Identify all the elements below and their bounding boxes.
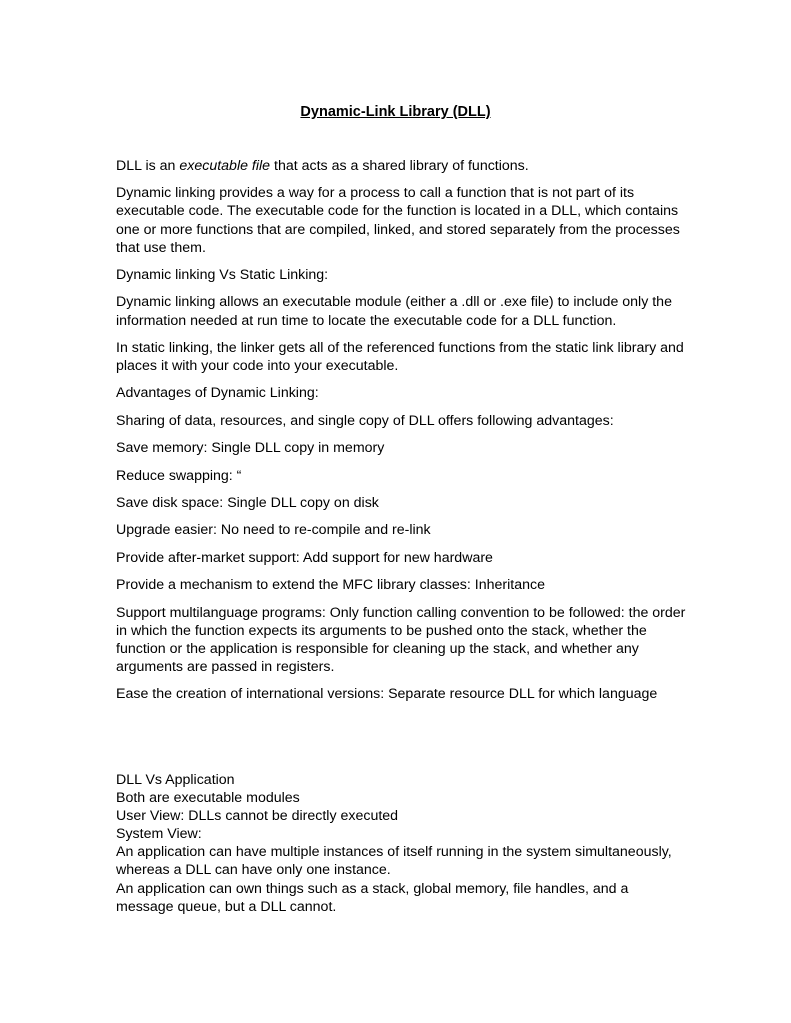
intro-text-before: DLL is an <box>116 158 180 174</box>
heading-dynamic-vs-static: Dynamic linking Vs Static Linking: <box>116 267 329 284</box>
paragraph-static-linking: In static linking, the linker gets all of the referenced functions from the static link library and places it with your code into your executable. <box>116 339 684 375</box>
advantage-upgrade-easier: Upgrade easier: No need to re-compile and re-link <box>116 522 431 539</box>
paragraph-dynamic-linking-detail: Dynamic linking allows an executable module (either a .dll or .exe file) to include only the information needed at run time to locate the executable code for a DLL function. <box>116 294 672 329</box>
advantage-international: Ease the creation of international versions: Separate resource DLL for which language <box>116 686 658 703</box>
advantage-save-disk: Save disk space: Single DLL copy on disk <box>116 494 379 511</box>
heading-advantages: Advantages of Dynamic Linking: <box>116 385 319 402</box>
intro-emphasis: executable file <box>179 158 271 174</box>
advantage-after-market: Provide after-market support: Add support for new hardware <box>116 549 493 566</box>
comparison-system-view: System View: <box>116 826 202 843</box>
comparison-heading: DLL Vs Application <box>116 772 235 788</box>
comparison-both: Both are executable modules <box>116 790 300 807</box>
document-title: Dynamic-Link Library (DLL) <box>300 104 491 120</box>
paragraph-dynamic-linking: Dynamic linking provides a way for a process to call a function that is not part of its executable code. The executable code for the function is located in a DLL, which contains one or more functions that are compiled, linked, and stored separately from the processes that use them. <box>116 185 680 256</box>
advantage-multilanguage: Support multilanguage programs: Only function calling convention to be followed: the order in which the function expects its arguments to be pushed onto the stack, whether the function or the application is responsible for cleaning up the stack, and whether any arguments are passed in registers. <box>116 604 686 675</box>
comparison-instances: An application can have multiple instances of itself running in the system simultaneously, whereas a DLL can have only one instance. <box>116 844 672 879</box>
paragraph-sharing: Sharing of data, resources, and single copy of DLL offers following advantages: <box>116 412 614 429</box>
comparison-user-view: User View: DLLs cannot be directly executed <box>116 808 399 825</box>
intro-paragraph <box>116 157 686 175</box>
document-body <box>116 157 686 713</box>
comparison-ownership: An application can own things such as a stack, global memory, file handles, and a message queue, but a DLL cannot. <box>116 880 629 915</box>
intro-text-after: that acts as a shared library of functions. <box>270 158 529 174</box>
advantage-save-memory: Save memory: Single DLL copy in memory <box>116 440 385 457</box>
advantage-reduce-swapping: Reduce swapping: “ <box>116 467 242 484</box>
dll-vs-application-section <box>116 771 686 916</box>
advantage-mfc-extend: Provide a mechanism to extend the MFC library classes: Inheritance <box>116 577 545 594</box>
